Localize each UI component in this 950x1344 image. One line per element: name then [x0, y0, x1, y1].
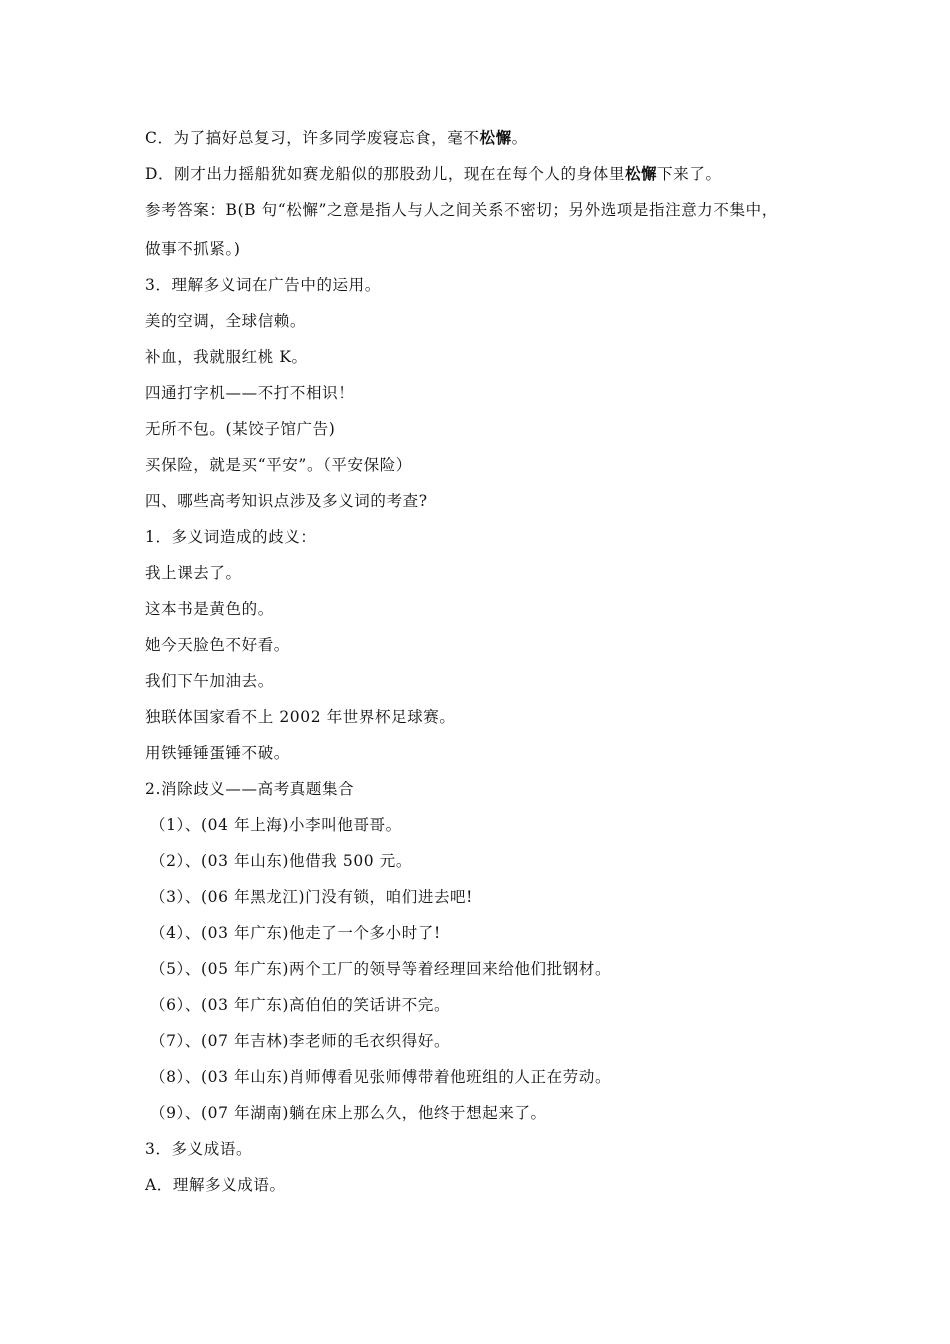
text-line: 买保险，就是买“平安”。（平安保险） — [145, 456, 412, 474]
text-line: 补血，我就服红桃 K。 — [145, 348, 308, 366]
exam-item: （9）、(07 年湖南)躺在床上那么久，他终于想起来了。 — [150, 1104, 547, 1122]
option-d-end: 下来了。 — [657, 165, 722, 183]
text-line: 我们下午加油去。 — [145, 672, 274, 690]
exam-item: （2）、(03 年山东)他借我 500 元。 — [150, 852, 412, 870]
answer-continuation: 做事不抓紧。) — [145, 240, 241, 258]
section-heading: 2.消除歧义——高考真题集合 — [145, 780, 355, 798]
section-heading: 四、哪些高考知识点涉及多义词的考查? — [145, 492, 428, 510]
answer-line: 参考答案：B(B 句“松懈”之意是指人与人之间关系不密切；另外选项是指注意力不集中， — [145, 201, 778, 219]
text-line: 用铁锤锤蛋锤不破。 — [145, 744, 290, 762]
option-c-text: C．为了搞好总复习，许多同学废寝忘食，毫不 — [145, 129, 480, 147]
text-line: 她今天脸色不好看。 — [145, 636, 290, 654]
exam-item: （1）、(04 年上海)小李叫他哥哥。 — [150, 816, 402, 834]
text-line: 四通打字机——不打不相识！ — [145, 384, 355, 402]
section-heading: 3．多义成语。 — [145, 1140, 253, 1158]
section-heading: A．理解多义成语。 — [145, 1176, 286, 1194]
option-c-end: 。 — [511, 129, 528, 147]
exam-item: （5）、(05 年广东)两个工厂的领导等着经理回来给他们批钢材。 — [150, 960, 612, 978]
text-line: 无所不包。(某饺子馆广告) — [145, 420, 336, 438]
exam-item: （8）、(03 年山东)肖师傅看见张师傅带着他班组的人正在劳动。 — [150, 1068, 612, 1086]
text-line: 独联体国家看不上 2002 年世界杯足球赛。 — [145, 708, 456, 726]
exam-item: （3）、(06 年黑龙江)门没有锁，咱们进去吧! — [150, 888, 473, 906]
option-d-text: D．刚才出力摇船犹如赛龙船似的那股劲儿，现在在每个人的身体里 — [145, 165, 625, 183]
option-d-line — [145, 163, 722, 185]
section-heading: 3．理解多义词在广告中的运用。 — [145, 276, 381, 294]
option-d-keyword: 松懈 — [624, 165, 658, 183]
option-c-line — [145, 127, 528, 149]
text-line: 这本书是黄色的。 — [145, 600, 274, 618]
text-line: 美的空调，全球信赖。 — [145, 312, 307, 330]
exam-item: （4）、(03 年广东)他走了一个多小时了! — [150, 924, 441, 942]
text-line: 我上课去了。 — [145, 564, 242, 582]
exam-item: （6）、(03 年广东)高伯伯的笑话讲不完。 — [150, 996, 451, 1014]
option-c-keyword: 松懈 — [479, 129, 512, 147]
section-heading: 1．多义词造成的歧义： — [145, 528, 317, 546]
exam-item: （7）、(07 年吉林)李老师的毛衣织得好。 — [150, 1032, 451, 1050]
